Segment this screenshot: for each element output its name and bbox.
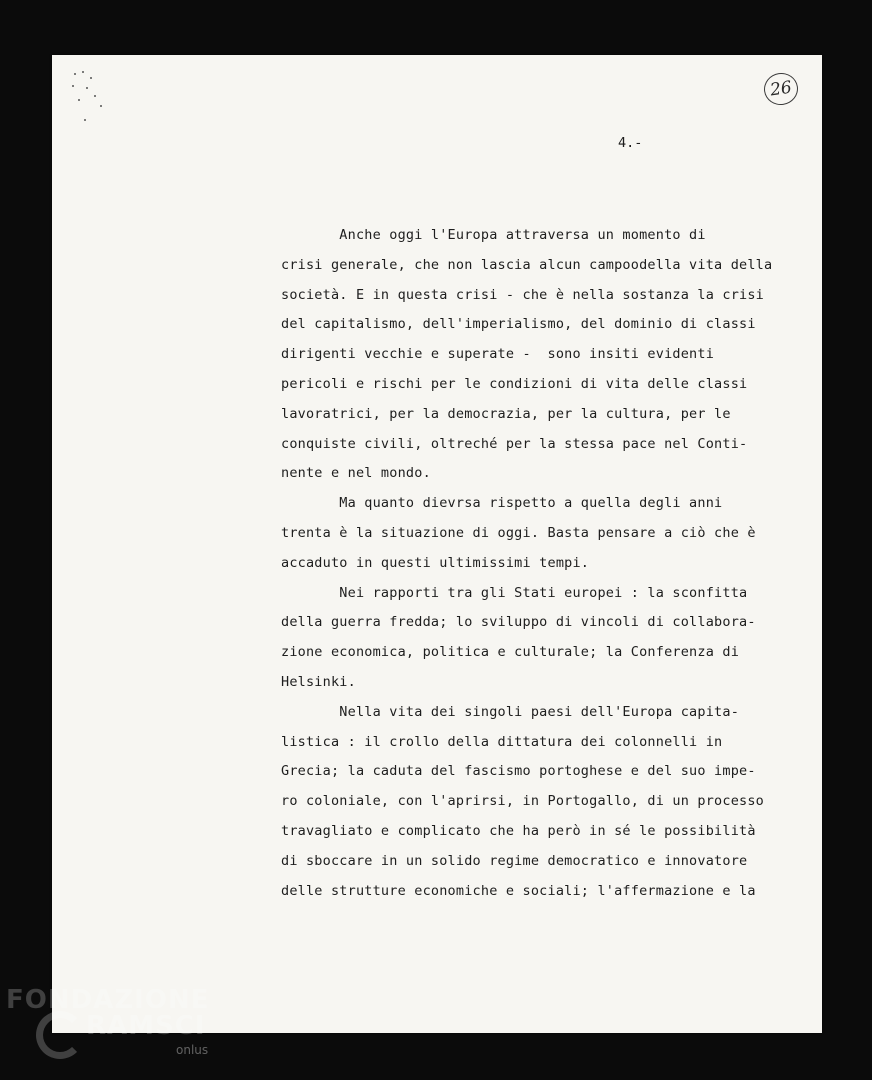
text-line: accaduto in questi ultimissimi tempi. xyxy=(281,554,590,571)
text-line: della guerra fredda; lo sviluppo di vincoli di collabora- xyxy=(281,614,756,631)
text-line: conquiste civili, oltreché per la stessa pace nel Conti- xyxy=(281,435,748,452)
logo-text-line2: RAMSCI xyxy=(86,1011,206,1041)
text-line: crisi generale, che non lascia alcun campoodella vita della xyxy=(281,256,773,273)
text-line: nente e nel mondo. xyxy=(281,465,431,482)
archive-number: 26 xyxy=(762,71,800,107)
text-line: travagliato e complicato che ha però in sé le possibilità xyxy=(281,822,756,839)
text-line: Ma quanto dievrsa rispetto a quella degli anni xyxy=(281,495,723,512)
body-text xyxy=(281,221,806,906)
text-line: ro coloniale, con l'aprirsi, in Portogallo, di un processo xyxy=(281,793,765,810)
text-line: di sboccare in un solido regime democratico e innovatore xyxy=(281,852,748,869)
text-line: Nella vita dei singoli paesi dell'Europa capita- xyxy=(281,703,740,720)
logo-text-line1: FONDAZIONE xyxy=(6,985,210,1015)
document-page xyxy=(52,55,822,1033)
text-line: lavoratrici, per la democrazia, per la cultura, per le xyxy=(281,405,731,422)
fondazione-gramsci-logo xyxy=(0,985,230,1080)
text-line: Helsinki. xyxy=(281,673,356,690)
text-line: trenta è la situazione di oggi. Basta pensare a ciò che è xyxy=(281,524,756,541)
text-line: Grecia; la caduta del fascismo portoghese e del suo impe- xyxy=(281,763,756,780)
logo-text-line3: onlus xyxy=(176,1043,209,1057)
logo-g-mark xyxy=(36,1011,84,1059)
text-line: zione economica, politica e culturale; la Conferenza di xyxy=(281,644,740,661)
text-line: delle strutture economiche e sociali; l'affermazione e la xyxy=(281,882,756,899)
page-number: 4.- xyxy=(618,135,643,151)
text-line: del capitalismo, dell'imperialismo, del dominio di classi xyxy=(281,316,756,333)
text-line: società. E in questa crisi - che è nella sostanza la crisi xyxy=(281,286,765,303)
text-line: dirigenti vecchie e superate - sono insiti evidenti xyxy=(281,346,715,363)
paper-specks xyxy=(64,67,114,127)
text-line: Nei rapporti tra gli Stati europei : la sconfitta xyxy=(281,584,748,601)
text-line: Anche oggi l'Europa attraversa un momento di xyxy=(281,227,706,243)
text-line: listica : il crollo della dittatura dei colonnelli in xyxy=(281,733,723,750)
text-line: pericoli e rischi per le condizioni di vita delle classi xyxy=(281,375,748,392)
